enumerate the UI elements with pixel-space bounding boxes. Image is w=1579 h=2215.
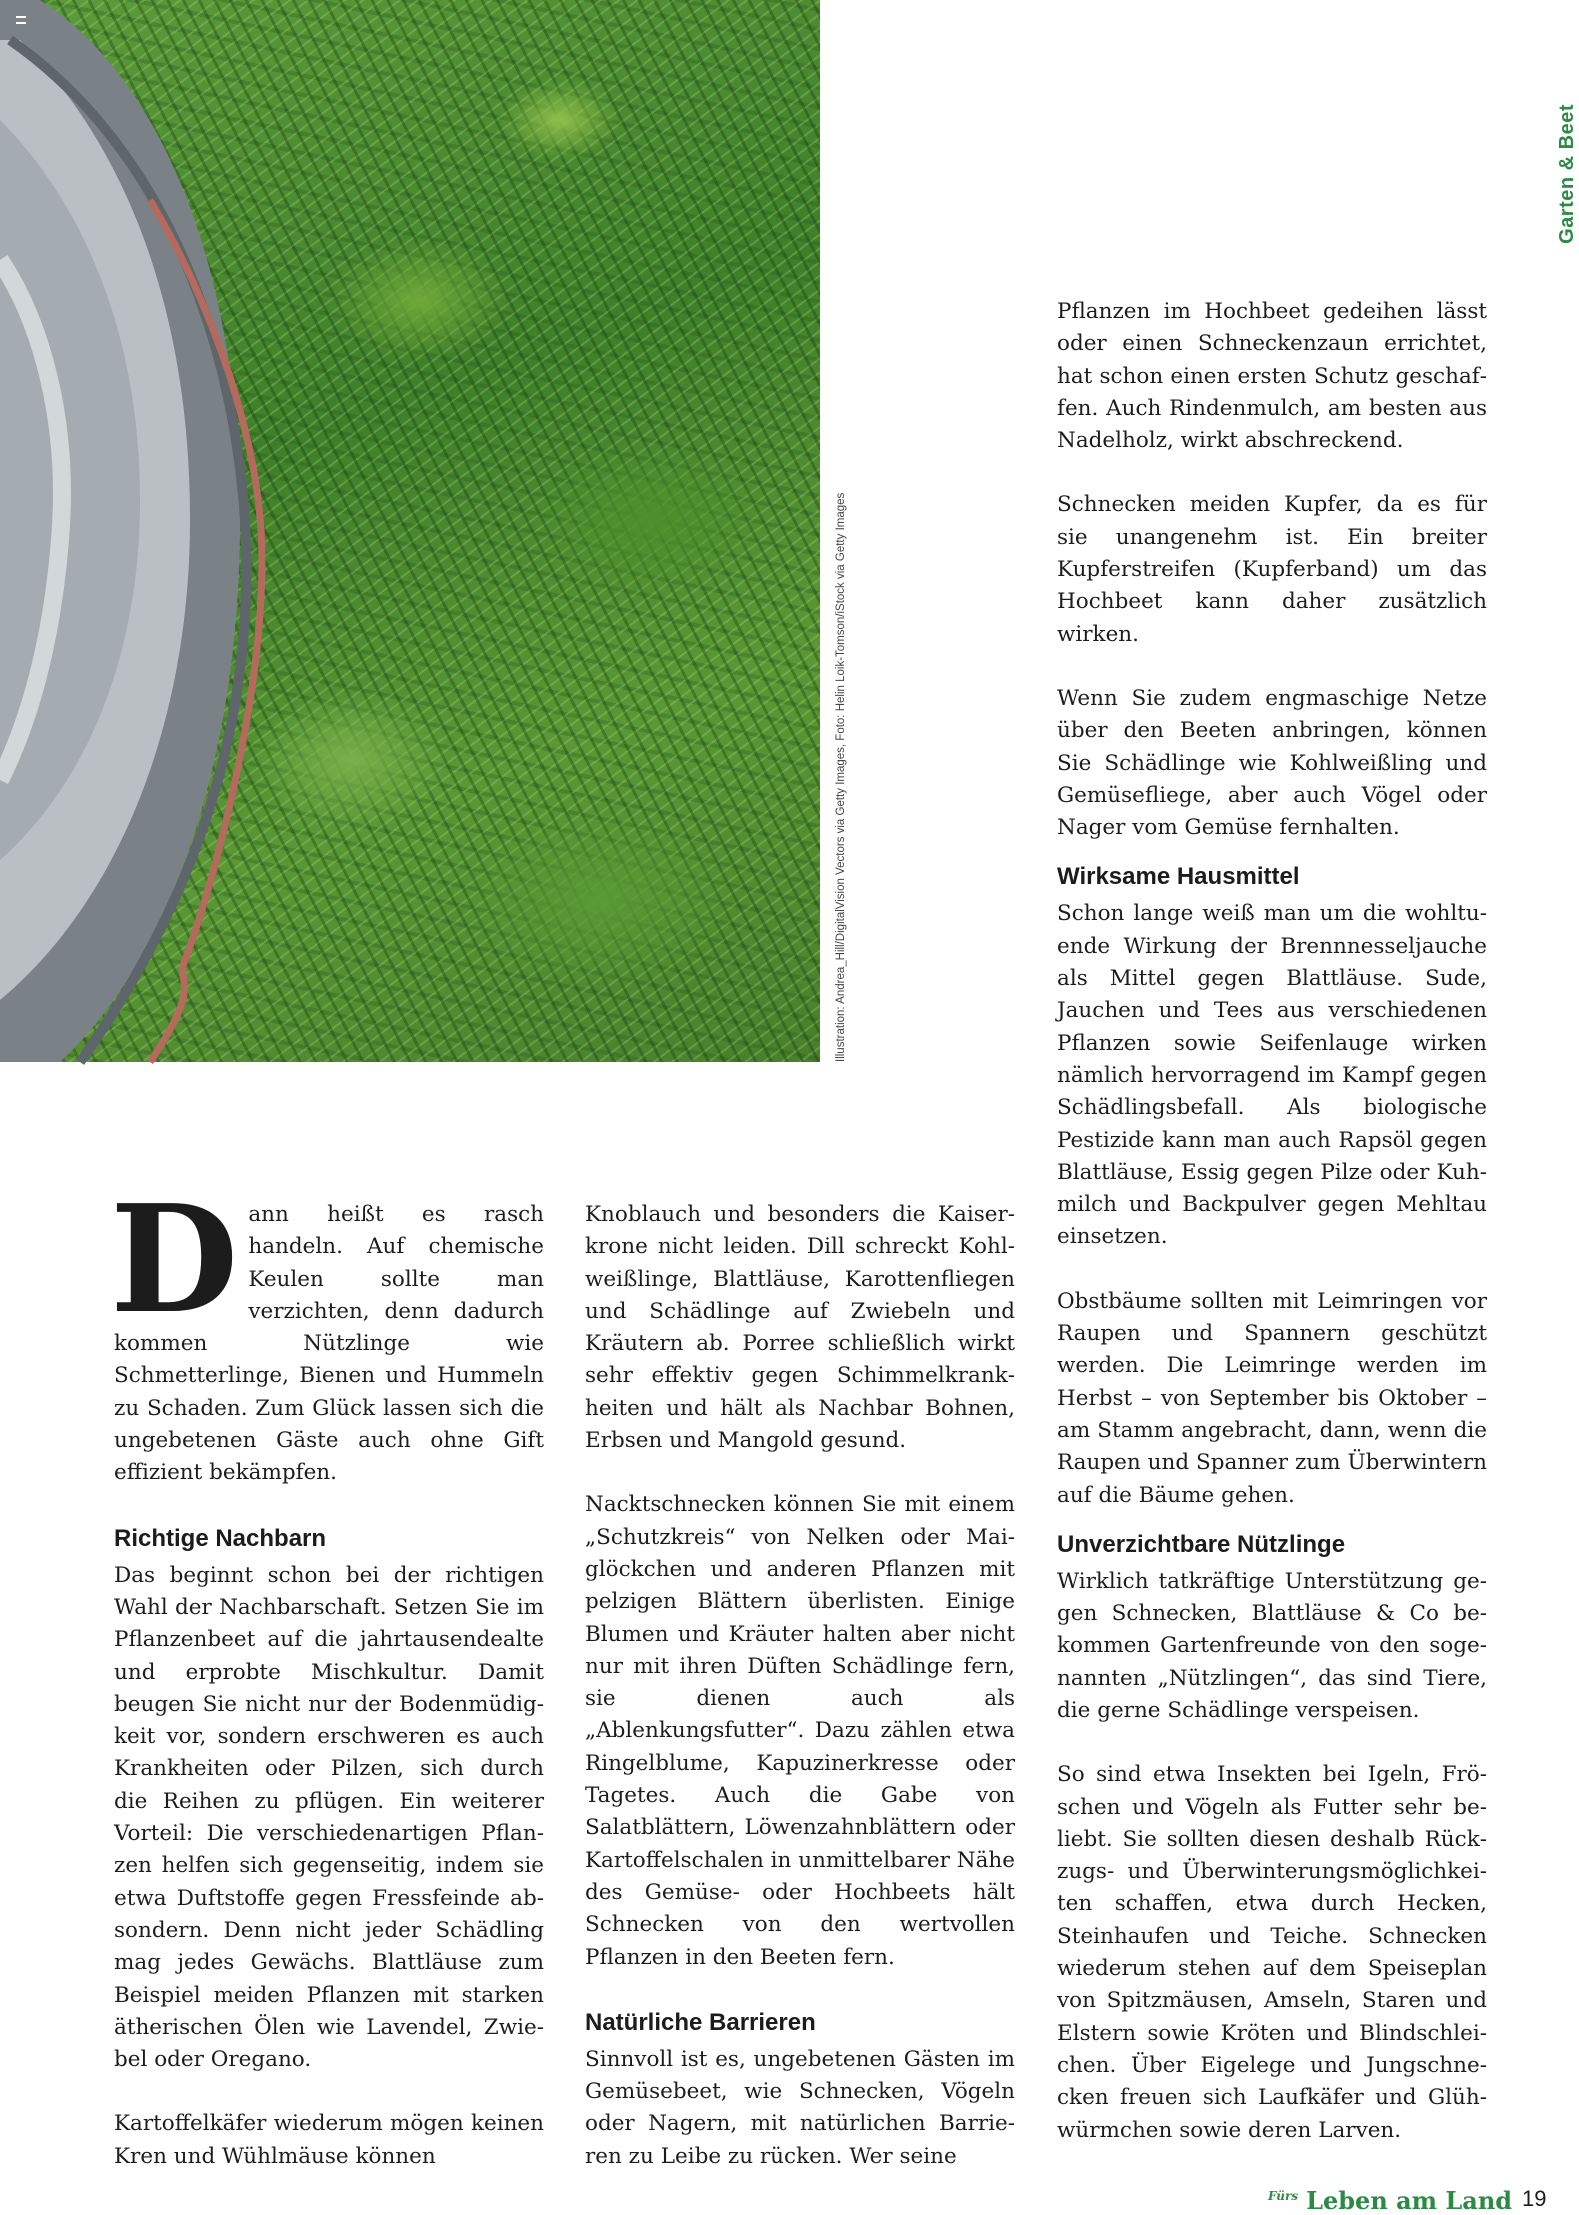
paragraph: Wirklich tatkräftige Unterstützung gegen Schnecken, Blattläuse & Co bekommen Gartenfreunde von den sogenannten „Nützlingen“, das sind Tiere, die gerne Schädlinge verspeisen. [1057,1568,1487,1723]
paragraph: So sind etwa Insekten bei Igeln, Fröschen und Vögeln als Futter sehr beliebt. Sie sollten diesen deshalb Rückzugs- und Überwinterungsmöglichkeiten schaffen, etwa durch Hecken, Steinhaufen und Teiche. Schnecken wiederum stehen auf dem Speiseplan von Spitzmäusen, Amseln, Staren und Elstern sowie Kröten und Blindschleichen. Über Eigelege und Jungschnecken freuen sich Laufkäfer und Glühwürmchen sowie deren Larven. [1057,1762,1487,2143]
paragraph: Wenn Sie zudem engmaschige Netze über den Beeten anbringen, können Sie Schädlinge wie Kohlweißling und Gemüsefliege, aber auch Vögel oder Nager vom Gemüse fernhalten. [1057,685,1487,841]
paragraph: Knoblauch und besonders die Kaiserkrone nicht leiden. Dill schreckt Kohlweißlinge, Blattläuse, Karottenfliegen und Schädlinge auf Zwiebeln und Kräutern ab. Porree schließlich wirkt sehr effektiv gegen Schimmelkrankheiten und hält als Nachbar Bohnen, Erbsen und Mangold gesund. [585,1202,1015,1454]
heading-wirksame-hausmittel: Wirksame Hausmittel [1057,863,1300,891]
paragraph: Schon lange weiß man um die wohltuende Wirkung der Brennnesseljauche als Mittel gegen Blattläuse. Sude, Jauchen und Tees aus verschiedenen Pflanzen sowie Seifenlauge wirken nämlich hervorragend im Kampf gegen Schädlingsbefall. Als biologische Pestizide kann man auch Rapsöl gegen Blattläuse, Essig gegen Pilze oder Kuhmilch und Backpulver gegen Mehltau einsetzen. [1057,901,1487,1250]
photo-credit: Illustration: Andrea_Hill/DigitalVision Vectors via Getty Images, Foto: Helin Loik-Tomson/iStock via Getty Images [835,492,847,1062]
section-label [1556,104,1579,244]
heading-natuerliche-barrieren: Natürliche Barrieren [585,2008,816,2036]
paragraph: Kartoffelkäfer wiederum mögen keinen Kren und Wühlmäuse können [114,2111,544,2169]
article-column-2 [585,1199,1015,2205]
magazine-brand [1268,2186,1512,2215]
intro-paragraph [110,1172,544,1490]
bucket-illustration [0,0,820,1062]
article-column-1 [110,1172,544,2205]
paragraph: Sinnvoll ist es, ungebetenen Gästen im Gemüsebeet, wie Schnecken, Vögeln oder Nagern, mit natürlichen Barrieren zu Leibe zu rücken. Wer seine [585,2046,1015,2169]
section-label-text: Garten & Beet [1556,104,1578,244]
paragraph: Obstbäume sollten mit Leimringen vor Raupen und Spannern geschützt werden. Die Leimringe werden im Herbst – von September bis Oktober – am Stamm angebracht, dann, wenn die Raupen und Spanner zum Überwintern auf die Bäume gehen. [1057,1288,1487,1508]
brand-prefix: Fürs [1268,2189,1299,2203]
page-number: 19 [1522,2186,1547,2211]
drop-cap: D [110,1172,239,1346]
menu-icon [16,16,26,24]
paragraph: Nacktschnecken können Sie mit einem „Schutzkreis“ von Nelken oder Maiglöckchen und anderen Pflanzen mit pelzigen Blättern überlisten. Einige Blumen und Kräuter halten aber nicht nur mit ihren Düften Schädlinge fern, sie dienen auch als „Ablenkungsfutter“. Dazu zählen etwa Ringelblume, Kapuzinerkresse oder Tagetes. Auch die Gabe von Salatblättern, Löwenzahnblättern oder Kartoffelschalen in unmittelbarer Nähe des Gemüse- oder Hochbeets hält Schnecken von den wertvollen Pflanzen in den Beeten fern. [585,1492,1015,1970]
intro-text: ann heißt es rasch handeln. Auf chemische Keulen sollte man verzichten, denn dadurch kommen Nützlinge wie Schmetterlinge, Bienen und Hummeln zu Schaden. Zum Glück lassen sich die ungebetenen Gäste auch ohne Gift effizient bekämpfen. [114,1202,544,1486]
article-column-3 [1057,296,1487,2179]
paragraph: Das beginnt schon bei der richtigen Wahl der Nachbarschaft. Setzen Sie im Pflanzenbeet auf die jahrtausendealte und erprobte Mischkultur. Damit beugen Sie nicht nur der Bodenmüdigkeit vor, sondern erschweren es auch Krankheiten oder Pilzen, sich durch die Reihen zu pflügen. Ein weiterer Vorteil: Die verschiedenartigen Pflanzen helfen sich gegenseitig, indem sie etwa Duftstoffe gegen Fressfeinde absondern. Denn nicht jeder Schädling mag jedes Gewächs. Blattläuse zum Beispiel meiden Pflanzen mit starken ätherischen Ölen wie Lavendel, Zwiebel oder Oregano. [114,1562,544,2073]
paragraph: Schnecken meiden Kupfer, da es für sie unangenehm ist. Ein breiter Kupferstreifen (Kupferband) um das Hochbeet kann daher zusätzlich wirken. [1057,492,1487,647]
heading-richtige-nachbarn: Richtige Nachbarn [114,1524,327,1552]
brand-name: Leben am Land [1306,2186,1513,2215]
paragraph: Pflanzen im Hochbeet gedeihen lässt oder einen Schneckenzaun errichtet, hat schon einen ersten Schutz geschaffen. Auch Rindenmulch, am besten aus Nadelholz, wirkt abschreckend. [1057,299,1487,454]
heading-unverzichtbare-nuetzlinge: Unverzichtbare Nützlinge [1057,1530,1346,1558]
garden-photo [0,0,820,1062]
